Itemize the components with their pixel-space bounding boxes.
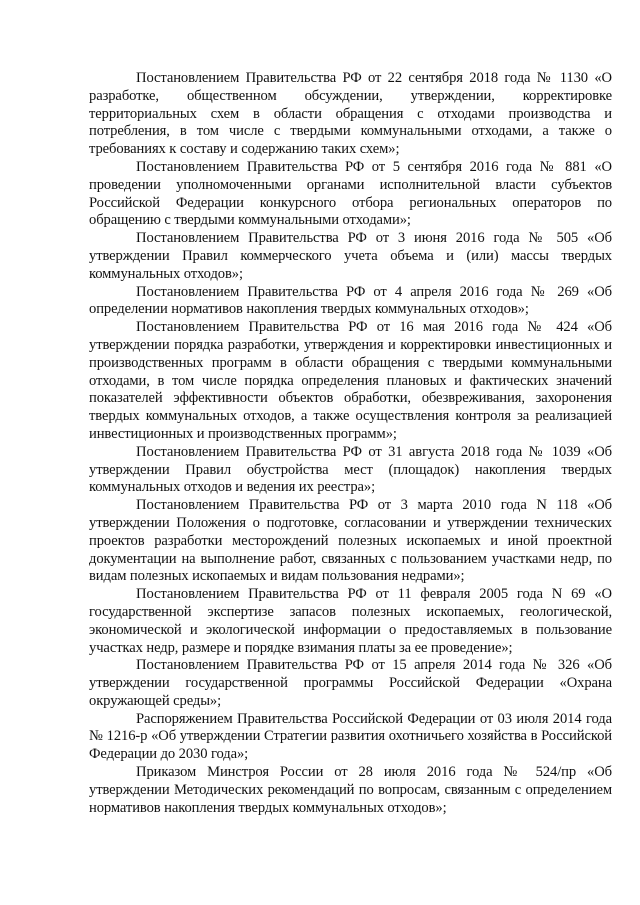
paragraph-resolution-1130: Постановлением Правительства РФ от 22 сентября 2018 года № 1130 «О разработке, общественном обсуждении, утверждении, корректировке территориальных схем в области обращения с отходами производства и потребления, в том числе с твердыми коммунальными отходами, а также о требованиях к составу и содержанию таких схем»; xyxy=(89,70,612,158)
document-page xyxy=(89,70,612,817)
paragraph-resolution-1039: Постановлением Правительства РФ от 31 августа 2018 года № 1039 «Об утверждении Правил обустройства мест (площадок) накопления твердых коммунальных отходов и ведения их реестра»; xyxy=(89,443,612,496)
paragraph-minstroy-524pr: Приказом Минстроя России от 28 июля 2016 года № 524/пр «Об утверждении Методических рекомендаций по вопросам, связанным с определением нормативов накопления твердых коммунальных отходов»; xyxy=(89,764,612,816)
paragraph-resolution-881: Постановлением Правительства РФ от 5 сентября 2016 года № 881 «О проведении уполномоченными органами исполнительной власти субъектов Российской Федерации конкурсного отбора региональных операторов по обращению с твердыми коммунальными отходами»; xyxy=(89,158,612,229)
paragraph-resolution-118: Постановлением Правительства РФ от 3 марта 2010 года N 118 «Об утверждении Положения о подготовке, согласовании и утверждении технических проектов разработки месторождений полезных ископаемых и иной проектной документации на выполнение работ, связанных с пользованием участками недр, по видам полезных ископаемых и видам пользования недрами»; xyxy=(89,497,612,585)
paragraph-resolution-424: Постановлением Правительства РФ от 16 мая 2016 года № 424 «Об утверждении порядка разработки, утверждения и корректировки инвестиционных и производственных программ в области обращения с твердыми коммунальными отходами, в том числе порядка определения плановых и фактических значений показателей эффективности объектов обработки, обезвреживания, захоронения твердых коммунальных отходов, а также осуществления контроля за реализацией инвестиционных и производственных программ»; xyxy=(89,319,612,442)
paragraph-resolution-505: Постановлением Правительства РФ от 3 июня 2016 года № 505 «Об утверждении Правил коммерческого учета объема и (или) массы твердых коммунальных отходов»; xyxy=(89,230,612,282)
paragraph-resolution-69: Постановлением Правительства РФ от 11 февраля 2005 года N 69 «О государственной экспертизе запасов полезных ископаемых, геологической, экономической и экологической информации о предоставляемых в пользование участках недр, размере и порядке взимания платы за ее проведение»; xyxy=(89,586,612,656)
paragraph-resolution-269: Постановлением Правительства РФ от 4 апреля 2016 года № 269 «Об определении нормативов накопления твердых коммунальных отходов»; xyxy=(89,283,612,318)
paragraph-resolution-326: Постановлением Правительства РФ от 15 апреля 2014 года № 326 «Об утверждении государственной программы Российской Федерации «Охрана окружающей среды»; xyxy=(89,657,612,709)
paragraph-order-1216r: Распоряжением Правительства Российской Федерации от 03 июля 2014 года № 1216-р «Об утверждении Стратегии развития охотничьего хозяйства в Российской Федерации до 2030 года»; xyxy=(89,710,612,763)
